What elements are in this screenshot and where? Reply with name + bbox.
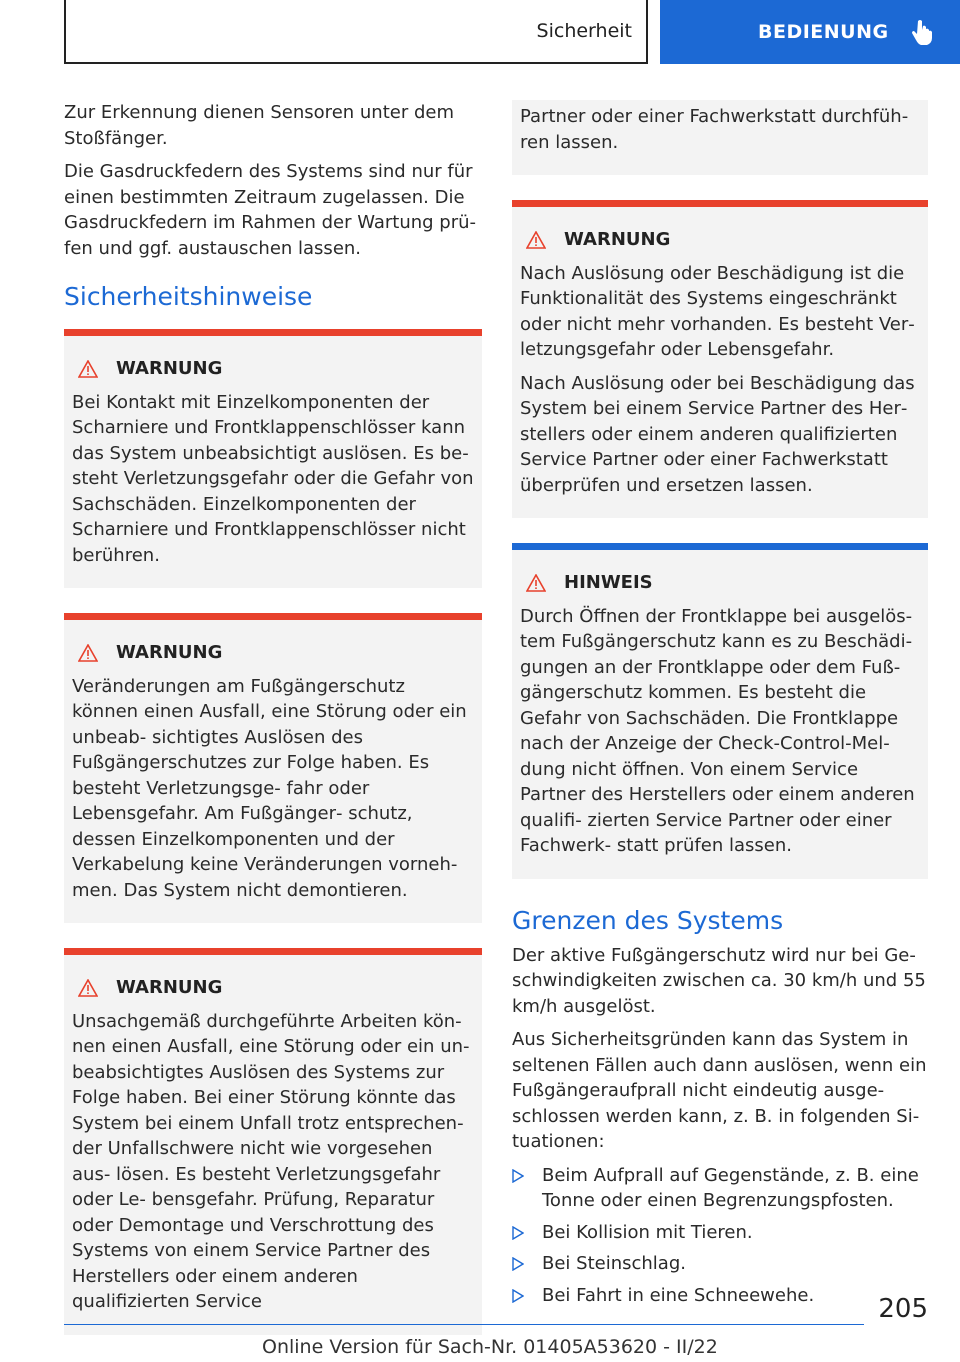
notice-box xyxy=(512,543,928,879)
warning-box xyxy=(64,329,482,588)
warning-label: WARNUNG xyxy=(116,977,223,998)
list-item: Bei Steinschlag. xyxy=(512,1251,928,1277)
left-column xyxy=(64,100,482,1335)
list-item: Bei Kollision mit Tieren. xyxy=(512,1220,928,1246)
notice-text: Durch Öffnen der Frontklappe bei ausgelös‐ tem Fußgängerschutz kann es zu Beschädi‐ gungen an der Frontklappe oder dem Fuß‐ gängerschutz kommen. Es besteht die Gefahr von Sachschäden. Die Frontklappe nach der Anzeige der Check-Control-Mel‐ dung nicht öffnen. Von einem Service Partner des Herstellers oder einem anderen qualifi‐ zierten Service Partner oder einer Fachwerk‐ statt prüfen lassen. xyxy=(520,605,915,856)
notice-header xyxy=(520,570,920,596)
warning-text: Bei Kontakt mit Einzelkomponenten der Scharniere und Frontklappenschlösser kann das System unbeabsichtigt auslösen. Es be‐ steht Verletzungsgefahr oder die Gefahr von Sachschäden. Einzelkomponenten der Scharniere und Frontklappenschlösser nicht berühren. xyxy=(72,391,474,566)
warning-box xyxy=(512,200,928,518)
hand-pointer-icon xyxy=(911,19,935,45)
body-paragraph: Der aktive Fußgängerschutz wird nur bei Ge‐ schwindigkeiten zwischen ca. 30 km/h und 55 km/h ausgelöst. xyxy=(512,944,926,1017)
warning-continuation xyxy=(512,100,928,175)
warning-text: Partner oder einer Fachwerkstatt durchfüh‐ ren lassen. xyxy=(520,106,909,153)
notice-label: HINWEIS xyxy=(564,572,653,593)
page-number: 205 xyxy=(878,1294,928,1324)
warning-header xyxy=(72,640,474,666)
warning-box xyxy=(64,948,482,1335)
section-heading: Grenzen des Systems xyxy=(512,905,784,935)
right-column xyxy=(512,100,928,1314)
triangle-bullet-icon xyxy=(512,1169,524,1183)
intro-paragraph: Zur Erkennung dienen Sensoren unter dem Stoßfänger. xyxy=(64,102,454,149)
warning-triangle-icon xyxy=(78,979,98,997)
warning-label: WARNUNG xyxy=(564,229,671,250)
warning-text: Unsachgemäß durchgeführte Arbeiten kön‐ nen einen Ausfall, eine Störung oder ein un‐ beabsichtigtes Auslösen des Systems zur Folge haben. Bei einer Störung könnte das System bei einem Unfall trotz entsprechen‐ der Unfallschwere nicht wie vorgesehen aus‐ lösen. Es besteht Verletzungsgefahr oder Le‐ bensgefahr. Prüfung, Reparatur oder Demontage und Verschrottung des Systems von einem Service Partner des Herstellers oder einem anderen qualifizierten Service xyxy=(72,1010,470,1312)
warning-text: Veränderungen am Fußgängerschutz können einen Ausfall, eine Störung oder ein unbeab‐ sichtigtes Auslösen des Fußgängerschutzes zur Folge haben. Es besteht Verletzungsge‐ fahr oder Lebensgefahr. Am Fußgänger‐ schutz, dessen Einzelkomponenten und der Verkabelung keine Veränderungen vorneh‐ men. Das System nicht demontieren. xyxy=(72,675,467,901)
section-heading: Sicherheitshinweise xyxy=(64,282,313,311)
warning-triangle-icon xyxy=(526,574,546,592)
warning-label: WARNUNG xyxy=(116,642,223,663)
situation-list xyxy=(512,1163,928,1309)
warning-triangle-icon xyxy=(78,644,98,662)
warning-box xyxy=(64,613,482,923)
warning-header xyxy=(72,975,474,1001)
warning-text: Nach Auslösung oder Beschädigung ist die Funktionalität des Systems eingeschränkt oder nicht mehr vorhanden. Es besteht Ver‐ letzungsgefahr oder Lebensgefahr. xyxy=(520,262,915,360)
warning-text: Nach Auslösung oder bei Beschädigung das System bei einem Service Partner des Her‐ stellers oder einem anderen qualifizierten Service Partner oder einer Fachwerkstatt überprüfen und ersetzen lassen. xyxy=(520,372,915,496)
warning-header xyxy=(72,356,474,382)
header-chapter-tab xyxy=(660,0,960,64)
warning-header xyxy=(520,227,920,253)
warning-label: WARNUNG xyxy=(116,358,223,379)
body-paragraph: Aus Sicherheitsgründen kann das System in seltenen Fällen auch dann auslösen, wenn ein Fußgängeraufprall nicht eindeutig ausge‐ schlossen werden kann, z. B. in folgenden Si‐ tuationen: xyxy=(512,1029,927,1152)
triangle-bullet-icon xyxy=(512,1257,524,1271)
header-section-tab xyxy=(64,0,648,64)
footer-divider xyxy=(64,1324,864,1325)
intro-paragraph: Die Gasdruckfedern des Systems sind nur für einen bestimmten Zeitraum zugelassen. Die Gasdruckfedern im Rahmen der Wartung prü‐ fen und ggf. austauschen lassen. xyxy=(64,161,477,259)
chapter-label: BEDIENUNG xyxy=(758,21,889,43)
list-item: Beim Aufprall auf Gegenstände, z. B. eine Tonne oder einen Begrenzungspfosten. xyxy=(512,1163,928,1214)
footer-online-version: Online Version für Sach-Nr. 01405A53620 - II/22 xyxy=(262,1336,718,1358)
section-label: Sicherheit xyxy=(536,20,632,42)
triangle-bullet-icon xyxy=(512,1289,524,1303)
warning-triangle-icon xyxy=(78,360,98,378)
warning-triangle-icon xyxy=(526,231,546,249)
list-item: Bei Fahrt in eine Schneewehe. xyxy=(512,1283,928,1309)
triangle-bullet-icon xyxy=(512,1226,524,1240)
